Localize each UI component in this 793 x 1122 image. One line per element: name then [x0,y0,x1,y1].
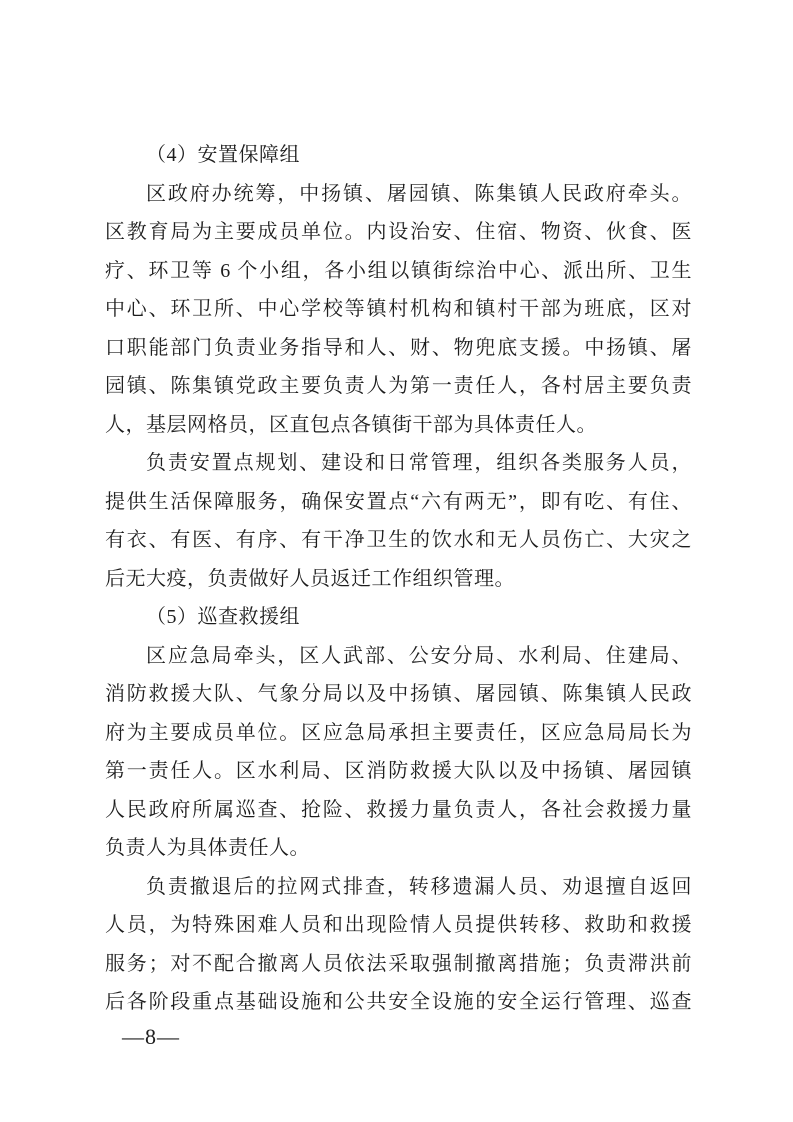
text-line: 负责安置点规划、建设和日常管理，组织各类服务人员， [146,452,692,474]
text-line: 中心、环卫所、中心学校等镇村机构和镇村干部为班底，区对 [105,298,692,320]
text-line: 提供生活保障服务，确保安置点“六有两无”，即有吃、有住、 [105,490,692,513]
text-line: 人民政府所属巡查、抢险、救援力量负责人，各社会救援力量 [105,798,692,821]
text-line: 疗、环卫等 6 个小组，各小组以镇街综治中心、派出所、卫生 [105,259,692,282]
page-number: —8— [122,1024,180,1049]
text-line: 后无大疫，负责做好人员返迁工作组织管理。 [105,567,515,590]
section-heading-5: （5）巡查救援组 [146,606,300,628]
text-line: 府为主要成员单位。区应急局承担主要责任，区应急局局长为 [105,721,692,744]
text-line: 人员，为特殊困难人员和出现险情人员提供转移、救助和救援 [105,914,692,936]
text-line: 区教育局为主要成员单位。内设治安、住宿、物资、伙食、医 [105,221,692,243]
document-text [105,136,692,1022]
section-heading-4: （4）安置保障组 [146,144,300,166]
text-line: 人，基层网格员，区直包点各镇街干部为具体责任人。 [105,413,597,436]
text-line: 园镇、陈集镇党政主要负责人为第一责任人，各村居主要负责 [105,375,692,397]
text-line: 负责人为具体责任人。 [105,837,310,859]
text-line: 消防救援大队、气象分局以及中扬镇、屠园镇、陈集镇人民政 [105,683,692,705]
text-line: 负责撤退后的拉网式排查，转移遗漏人员、劝退擅自返回 [146,875,692,898]
text-line: 服务；对不配合撤离人员依法采取强制撤离措施；负责滞洪前 [105,952,692,975]
text-line: 口职能部门负责业务指导和人、财、物兜底支援。中扬镇、屠 [105,336,692,359]
text-line: 有衣、有医、有序、有干净卫生的饮水和无人员伤亡、大灾之 [105,529,692,551]
text-line: 区应急局牵头，区人武部、公安分局、水利局、住建局、 [146,644,692,667]
text-line: 后各阶段重点基础设施和公共安全设施的安全运行管理、巡查 [105,991,692,1013]
text-line: 第一责任人。区水利局、区消防救援大队以及中扬镇、屠园镇 [105,760,692,782]
text-line: 区政府办统筹，中扬镇、屠园镇、陈集镇人民政府牵头。 [146,182,692,205]
